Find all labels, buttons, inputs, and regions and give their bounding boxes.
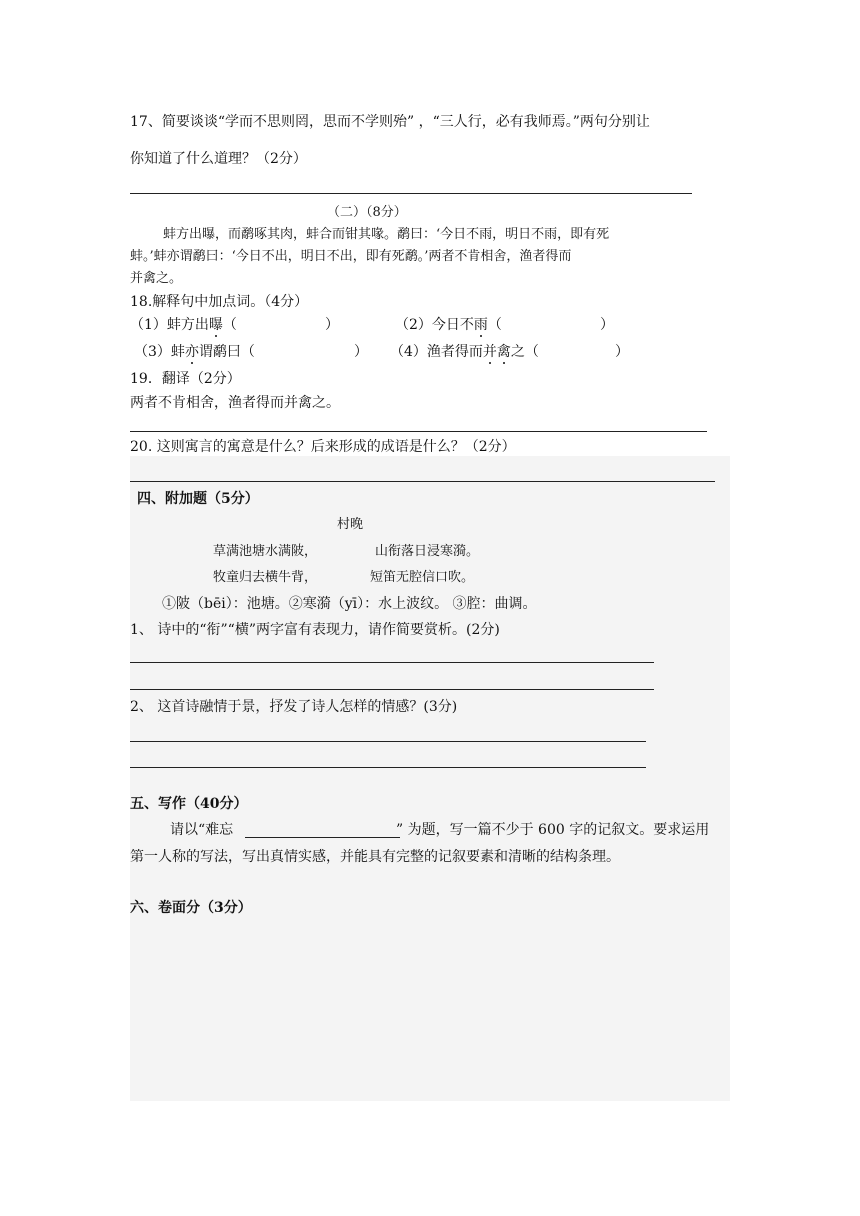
s4-q1-answer-line-2[interactable] <box>130 689 654 690</box>
dotted-word: 禽 <box>496 344 511 360</box>
q19-title: 19．翻译（2分） <box>130 371 241 387</box>
section-6-title: 六、卷面分（3分） <box>130 900 252 916</box>
q20-text: 20. 这则寓言的寓意是什么？后来形成的成语是什么？（2分） <box>130 439 516 455</box>
poem-line-1b: 山衔落日浸寒漪。 <box>375 544 480 559</box>
s4-q2-answer-line-1[interactable] <box>130 741 646 742</box>
poem-notes: ①陂（bēi）：池塘。②寒漪（yī）：水上波纹。 ③腔：曲调。 <box>162 596 537 612</box>
title-blank[interactable] <box>245 837 400 838</box>
dotted-word: 雨 <box>473 317 488 333</box>
q18-item-4-rest: 之（ <box>510 344 539 360</box>
q18-item-1-close: ） <box>325 317 339 333</box>
q18-item-3-rest: 谓鹬曰（ <box>198 344 255 360</box>
writing-prompt-start: 请以“难忘 <box>170 822 234 838</box>
q18-item-2 <box>395 318 502 332</box>
q17-line-1: 17、简要谈谈“学而不思则罔，思而不学则殆” ，“三人行，必有我师焉。”两句分别让 <box>130 114 650 130</box>
passage-line-1: 蚌方出曝，而鹬啄其肉，蚌合而钳其喙。鹬曰：‘今日不雨，明日不雨，即有死 <box>163 227 610 242</box>
dotted-word: 曝 <box>208 317 223 333</box>
writing-prompt-line-2: 第一人称的写法，写出真情实感，并能具有完整的记叙要素和清晰的结构条理。 <box>130 849 620 865</box>
q18-item-2-close: ） <box>600 317 614 333</box>
q18-item-2-paren: （ <box>487 317 502 333</box>
poem-line-1a: 草满池塘水满陂， <box>213 544 318 559</box>
q18-item-4 <box>390 345 539 359</box>
dotted-word: 并 <box>482 344 497 360</box>
q19-answer-line[interactable] <box>130 431 707 432</box>
passage-line-2: 蚌。’蚌亦谓鹬曰：‘今日不出，明日不出，即有死鹬。’两者不肯相舍，渔者得而 <box>130 249 572 264</box>
q18-item-1-prefix: （1）蚌方出 <box>130 317 209 333</box>
writing-prompt-end: ” 为题，写一篇不少于 600 字的记叙文。要求运用 <box>396 822 710 838</box>
q18-item-4-prefix: （4）渔者得而 <box>390 344 483 360</box>
section-2-title: （二）（8分） <box>327 205 407 220</box>
s4-q2-answer-line-2[interactable] <box>130 767 646 768</box>
q17-answer-line[interactable] <box>130 193 692 194</box>
poem-title: 村晚 <box>337 517 364 532</box>
q18-item-4-close: ） <box>615 344 629 360</box>
q18-item-1-paren: （ <box>222 317 237 333</box>
q18-title: 18.解释句中加点词。（4分） <box>130 294 309 310</box>
q18-item-3 <box>134 345 255 359</box>
q19-text: 两者不肯相舍，渔者得而并禽之。 <box>130 395 340 411</box>
s4-q1-answer-line-1[interactable] <box>130 662 654 663</box>
q17-line-2: 你知道了什么道理？（2分） <box>130 151 307 167</box>
section-4-question-2: 2、 这首诗融情于景，抒发了诗人怎样的情感？(3分) <box>130 699 458 715</box>
q18-item-1-answer-blank[interactable] <box>258 331 320 332</box>
q18-item-3-prefix: （3）蚌 <box>134 344 185 360</box>
poem-line-2a: 牧童归去横牛背， <box>213 570 318 585</box>
poem-line-2b: 短笛无腔信口吹。 <box>370 570 475 585</box>
q18-item-2-prefix: （2）今日不 <box>395 317 474 333</box>
section-4-question-1: 1、 诗中的“衔”“横”两字富有表现力，请作简要赏析。(2分) <box>130 622 500 638</box>
passage-line-3: 并禽之。 <box>130 271 183 286</box>
dotted-word: 亦 <box>184 344 199 360</box>
q20-answer-line[interactable] <box>130 481 715 482</box>
q18-item-3-close: ） <box>354 344 368 360</box>
q18-item-1 <box>130 318 237 332</box>
section-5-title: 五、写作（40分） <box>130 796 248 812</box>
section-4-title: 四、附加题（5分） <box>137 491 259 507</box>
